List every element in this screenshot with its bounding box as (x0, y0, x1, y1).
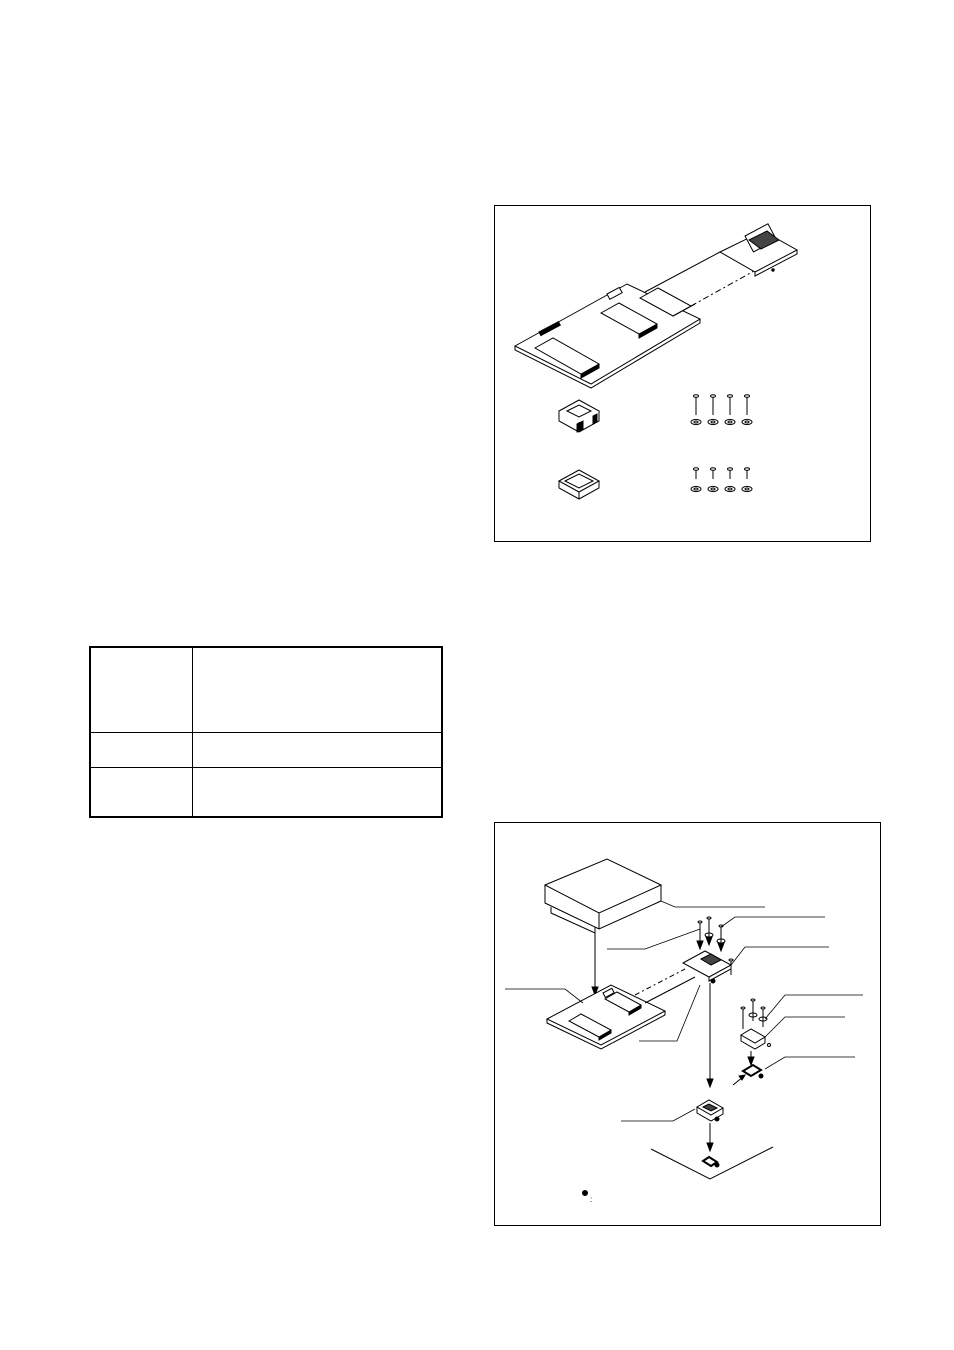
callout-leaders (505, 901, 863, 1121)
probe-head-illustration (720, 224, 797, 276)
socket-adapter-illustration (741, 999, 771, 1065)
package-contents-figure (494, 205, 871, 542)
main-board-illustration (515, 284, 700, 388)
table-row (91, 733, 441, 768)
short-screws-illustration (691, 468, 752, 492)
assembly-figure (494, 822, 881, 1226)
probe-head-illustration (683, 951, 731, 983)
table-row (91, 648, 441, 733)
table-row (91, 768, 441, 816)
socket-frame-illustration (559, 470, 599, 499)
long-screws-illustration (691, 395, 752, 425)
lower-socket-illustration (697, 1100, 723, 1151)
package-contents-drawing (495, 206, 870, 541)
table-cell-value (193, 733, 441, 767)
assembly-drawing (495, 823, 880, 1225)
table-cell-label (91, 733, 193, 767)
table-cell-value (193, 648, 441, 732)
table-cell-value (193, 768, 441, 816)
spec-table (89, 646, 443, 818)
ic-package-illustration (733, 1065, 763, 1085)
emulator-box-illustration (545, 859, 661, 955)
main-board-illustration (547, 985, 665, 1049)
target-board-illustration (651, 1147, 773, 1179)
table-cell-label (91, 768, 193, 816)
socket-adapter-illustration (559, 400, 599, 432)
table-cell-label (91, 648, 193, 732)
legend-separator: : (590, 1195, 593, 1204)
legend-dot (583, 1191, 588, 1196)
